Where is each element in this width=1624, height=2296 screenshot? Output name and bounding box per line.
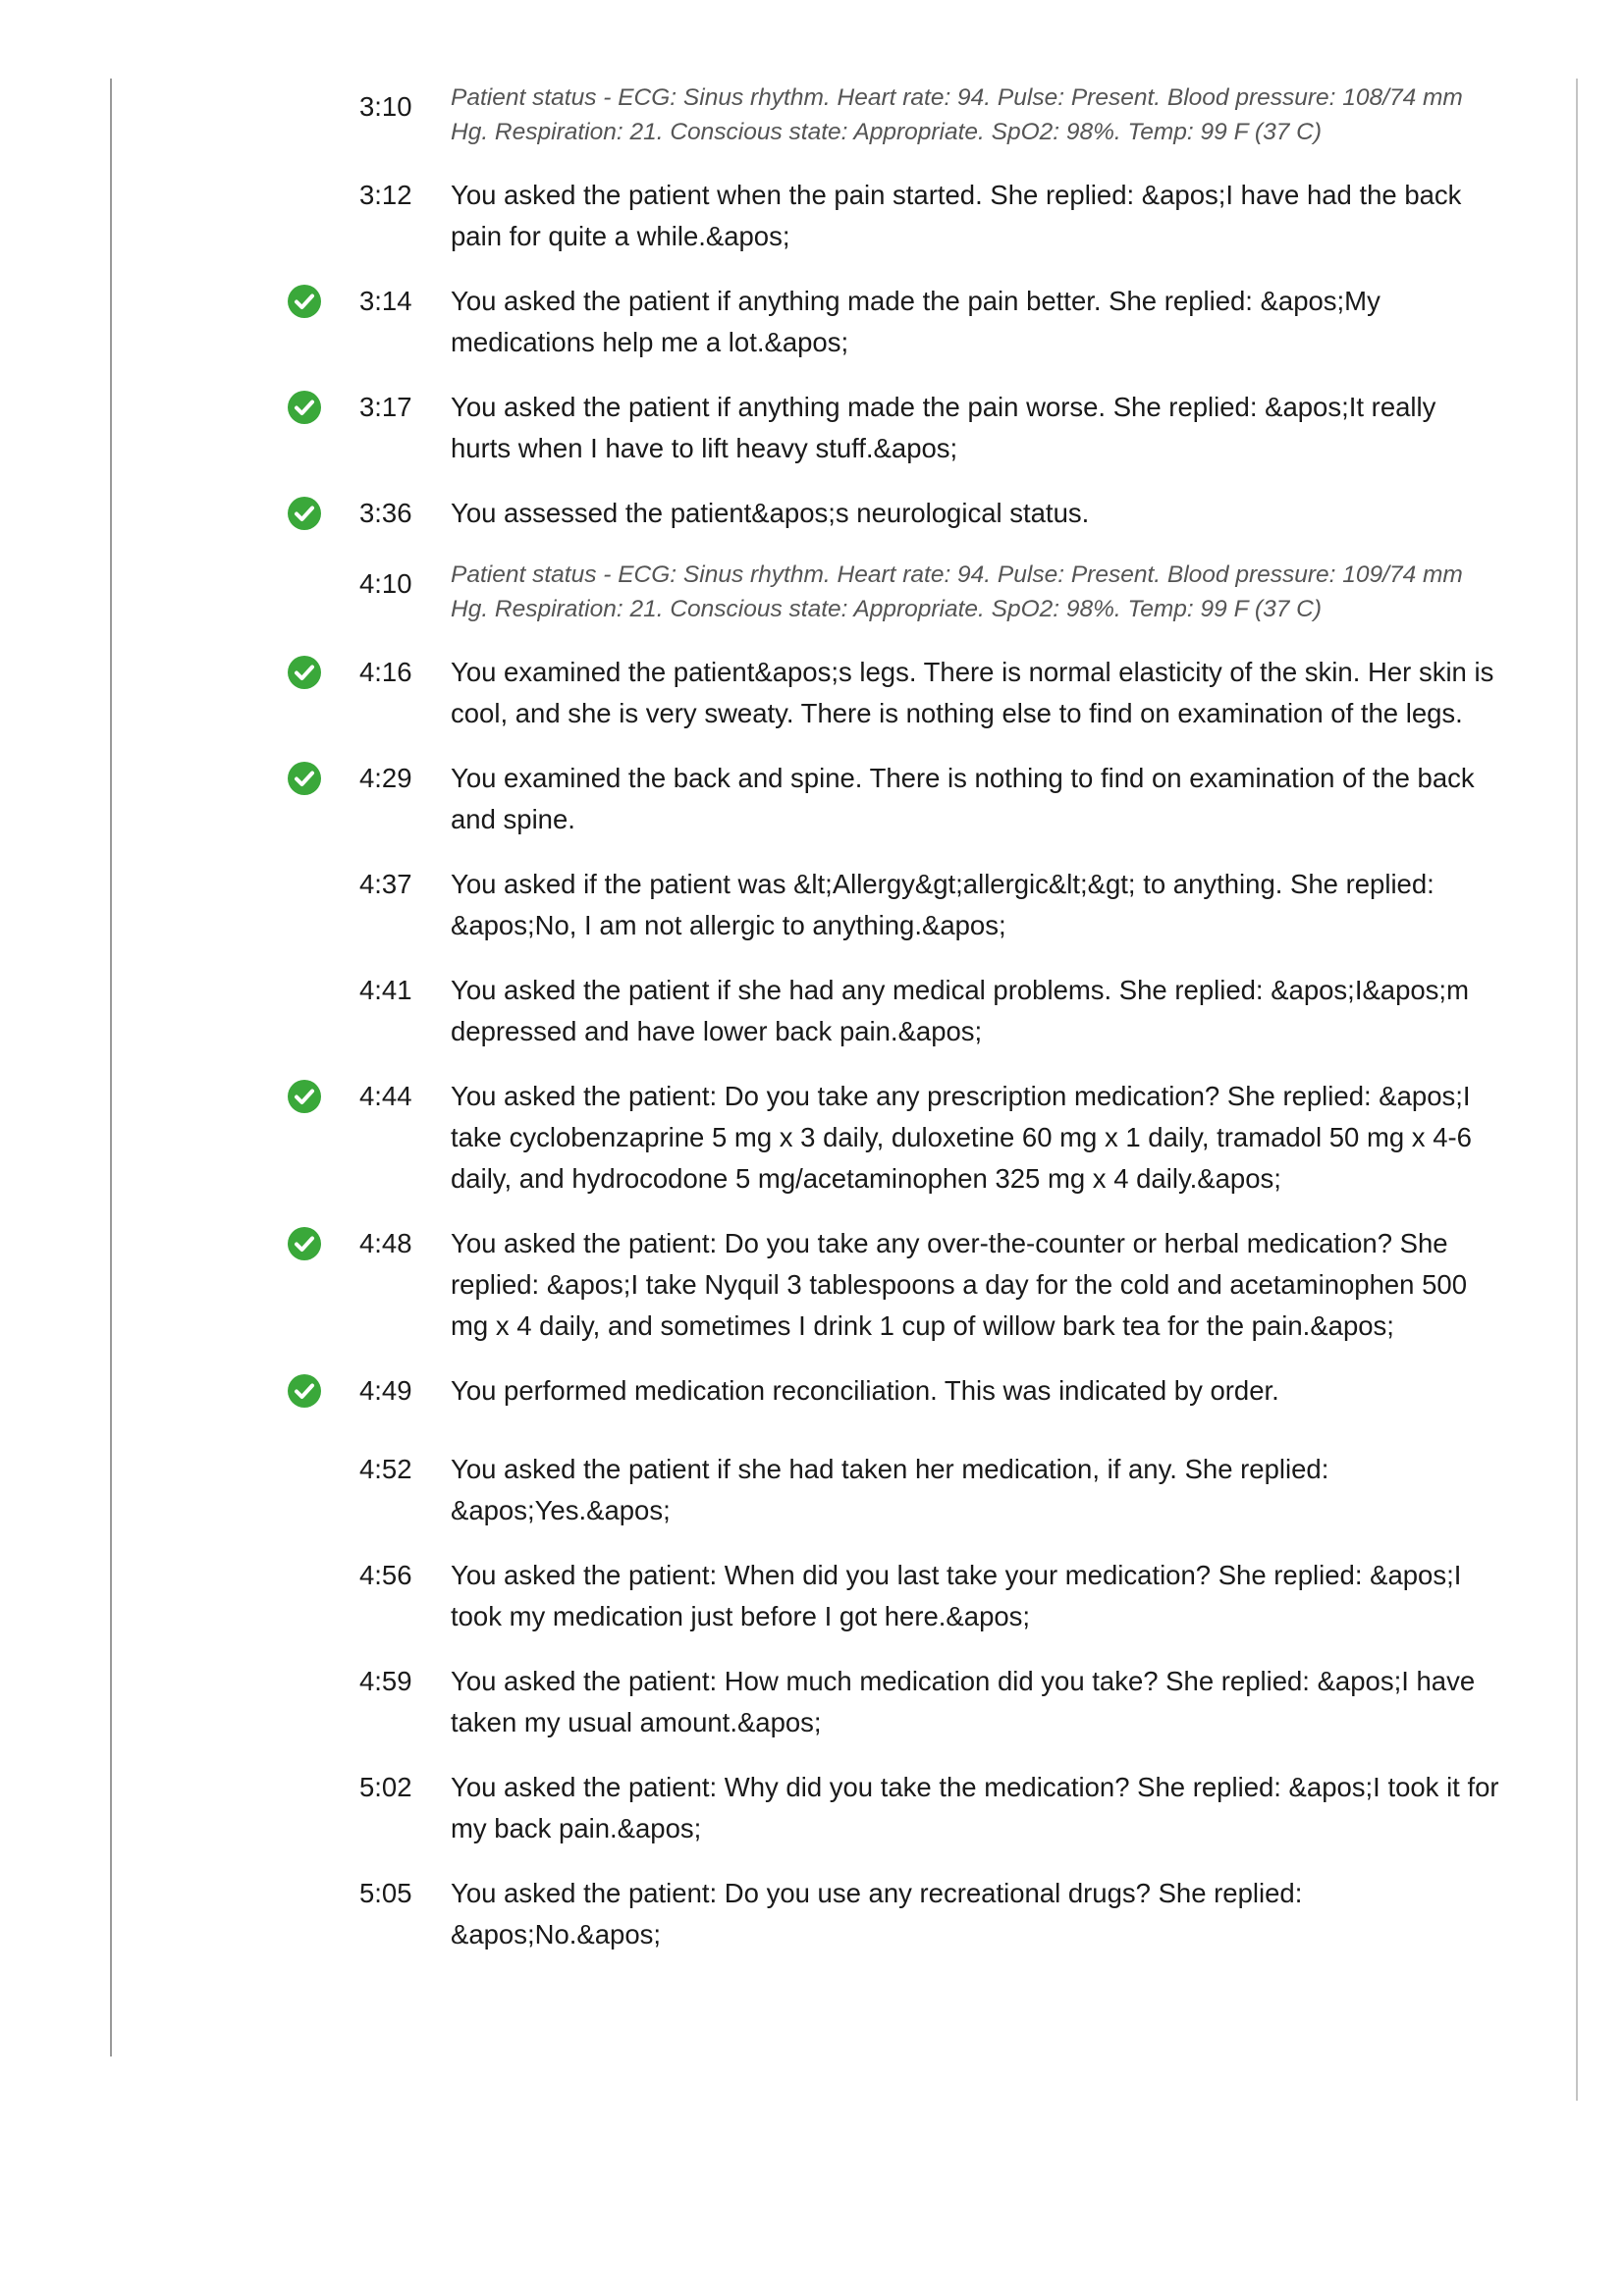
- entry-text: Patient status - ECG: Sinus rhythm. Heart rate: 94. Pulse: Present. Blood pressure: 108/74 mm Hg. Respiration: 21. Conscious state: Appropriate. SpO2: 98%. Temp: 99 F (37 C): [451, 84, 1463, 145]
- entry-text: You asked the patient when the pain started. She replied: &apos;I have had the back pain for quite a while.&apos;: [451, 180, 1462, 251]
- entry-time: 4:44: [359, 1081, 412, 1111]
- log-entry: [0, 1555, 1624, 1637]
- check-circle-icon: [288, 285, 321, 318]
- log-entry: [0, 281, 1624, 363]
- check-circle-icon: [288, 497, 321, 530]
- entry-text: You asked the patient: Do you use any recreational drugs? She replied: &apos;No.&apos;: [451, 1878, 1303, 1949]
- log-entry: [0, 1661, 1624, 1743]
- check-circle-icon: [288, 1374, 321, 1408]
- entry-text: You performed medication reconciliation. This was indicated by order.: [451, 1375, 1279, 1406]
- check-circle-icon: [288, 391, 321, 424]
- log-entry: [0, 387, 1624, 469]
- check-circle-icon: [288, 656, 321, 689]
- log-entry: [0, 1449, 1624, 1531]
- entry-text: You asked the patient if anything made the pain better. She replied: &apos;My medications help me a lot.&apos;: [451, 286, 1380, 357]
- entry-time: 4:29: [359, 763, 412, 793]
- log-entry: [0, 1370, 1624, 1412]
- entry-time: 4:52: [359, 1454, 412, 1484]
- entry-time: 3:17: [359, 392, 412, 422]
- entry-time: 4:37: [359, 869, 412, 899]
- entry-text: You examined the back and spine. There is nothing to find on examination of the back and spine.: [451, 763, 1475, 834]
- entry-time: 4:59: [359, 1666, 412, 1696]
- entry-text: You asked the patient: Do you take any prescription medication? She replied: &apos;I take cyclobenzaprine 5 mg x 3 daily, duloxetine 60 mg x 1 daily, tramadol 50 mg x 4-6 daily, and hydrocodone 5 mg/acetaminophen 325 mg x 4 daily.&apos;: [451, 1081, 1472, 1194]
- entry-time: 3:10: [359, 91, 412, 122]
- log-entry: [0, 758, 1624, 840]
- log-entry: [0, 1223, 1624, 1347]
- entry-time: 4:10: [359, 568, 412, 599]
- entry-text: You asked the patient if she had any medical problems. She replied: &apos;I&apos;m depressed and have lower back pain.&apos;: [451, 975, 1469, 1046]
- entry-time: 3:14: [359, 286, 412, 316]
- log-entry: [0, 493, 1624, 534]
- entry-text: You asked the patient: How much medication did you take? She replied: &apos;I have taken my usual amount.&apos;: [451, 1666, 1476, 1737]
- entry-time: 4:16: [359, 657, 412, 687]
- patient-status-entry: [0, 80, 1624, 149]
- entry-text: You examined the patient&apos;s legs. There is normal elasticity of the skin. Her skin is cool, and she is very sweaty. There is nothing else to find on examination of the legs.: [451, 657, 1494, 728]
- log-entry: [0, 1767, 1624, 1849]
- log-entry: [0, 864, 1624, 946]
- entry-text: You asked the patient: When did you last take your medication? She replied: &apos;I took my medication just before I got here.&apos;: [451, 1560, 1462, 1631]
- entry-text: Patient status - ECG: Sinus rhythm. Heart rate: 94. Pulse: Present. Blood pressure: 109/74 mm Hg. Respiration: 21. Conscious state: Appropriate. SpO2: 98%. Temp: 99 F (37 C): [451, 561, 1463, 622]
- entry-text: You asked the patient: Why did you take the medication? She replied: &apos;I took it for my back pain.&apos;: [451, 1772, 1499, 1843]
- entry-text: You asked the patient if she had taken her medication, if any. She replied: &apos;Yes.&apos;: [451, 1454, 1329, 1525]
- log-entry: [0, 1076, 1624, 1200]
- patient-status-entry: [0, 558, 1624, 626]
- entry-time: 3:36: [359, 498, 412, 528]
- check-circle-icon: [288, 762, 321, 795]
- entry-text: You asked the patient: Do you take any over-the-counter or herbal medication? She replied: &apos;I take Nyquil 3 tablespoons a day for the cold and acetaminophen 500 mg x 4 daily, and sometimes I drink 1 cup of willow bark tea for the pain.&apos;: [451, 1228, 1467, 1341]
- entry-time: 4:41: [359, 975, 412, 1005]
- entry-text: You asked if the patient was &lt;Allergy&gt;allergic&lt;&gt; to anything. She replied: &apos;No, I am not allergic to anything.&apos;: [451, 869, 1435, 940]
- log-entry: [0, 970, 1624, 1052]
- entry-time: 3:12: [359, 180, 412, 210]
- entry-time: 4:56: [359, 1560, 412, 1590]
- log-entry: [0, 175, 1624, 257]
- entry-time: 4:48: [359, 1228, 412, 1258]
- log-entry: [0, 1873, 1624, 1955]
- entry-text: You asked the patient if anything made the pain worse. She replied: &apos;It really hurts when I have to lift heavy stuff.&apos;: [451, 392, 1436, 463]
- entry-time: 4:49: [359, 1375, 412, 1406]
- activity-log: [0, 80, 1624, 1979]
- check-circle-icon: [288, 1080, 321, 1113]
- entry-time: 5:02: [359, 1772, 412, 1802]
- check-circle-icon: [288, 1227, 321, 1260]
- entry-text: You assessed the patient&apos;s neurological status.: [451, 498, 1090, 528]
- log-entry: [0, 652, 1624, 734]
- entry-time: 5:05: [359, 1878, 412, 1908]
